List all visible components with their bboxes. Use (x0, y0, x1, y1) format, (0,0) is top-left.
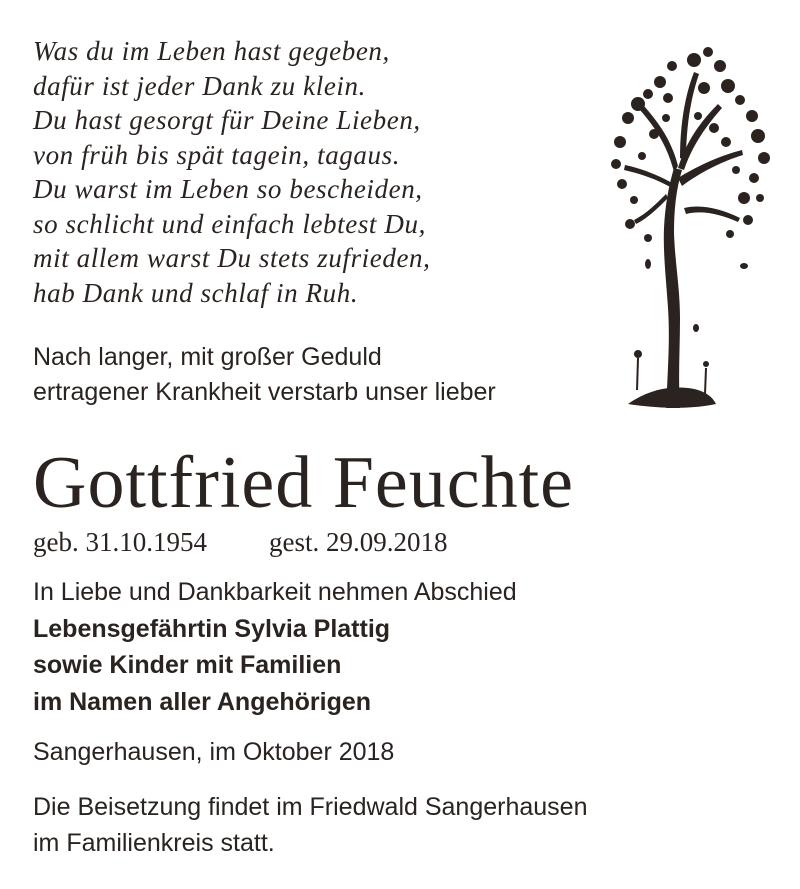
tree-icon (608, 38, 778, 414)
poem-line: Was du im Leben hast gegeben, (33, 36, 390, 66)
poem-line: so schlicht und einfach lebtest Du, (33, 208, 426, 239)
intro-text (33, 340, 633, 410)
burial-note (33, 789, 753, 861)
poem-line: dafür ist jeder Dank zu klein. (33, 70, 366, 101)
mourner-line: sowie Kinder mit Familien (33, 651, 342, 679)
poem-line: mit allem warst Du stets zufrieden, (33, 243, 431, 273)
death-date: gest. 29.09.2018 (268, 527, 448, 557)
life-dates (33, 524, 447, 560)
burial-line: im Familienkreis statt. (33, 829, 275, 857)
deceased-name: Gottfried Feuchte (33, 442, 574, 524)
farewell-block (33, 574, 753, 720)
farewell-line: In Liebe und Dankbarkeit nehmen Abschied (33, 578, 517, 606)
birth-date: geb. 31.10.1954 (33, 527, 207, 557)
poem-line: Du hast gesorgt für Deine Lieben, (33, 105, 421, 135)
poem (33, 34, 593, 310)
intro-line: ertragener Krankheit verstarb unser lieber (33, 378, 496, 406)
burial-line: Die Beisetzung findet im Friedwald Sangerhausen (33, 793, 588, 821)
mourner-line: Lebensgefährtin Sylvia Plattig (33, 614, 391, 643)
place-date: Sangerhausen, im Oktober 2018 (33, 738, 395, 766)
poem-line: von früh bis spät tagein, tagaus. (33, 139, 401, 170)
poem-line: Du warst im Leben so bescheiden, (33, 174, 423, 204)
poem-line: hab Dank und schlaf in Ruh. (33, 277, 359, 308)
mourner-line: im Namen aller Angehörigen (33, 687, 372, 716)
intro-line: Nach langer, mit großer Geduld (33, 343, 382, 371)
